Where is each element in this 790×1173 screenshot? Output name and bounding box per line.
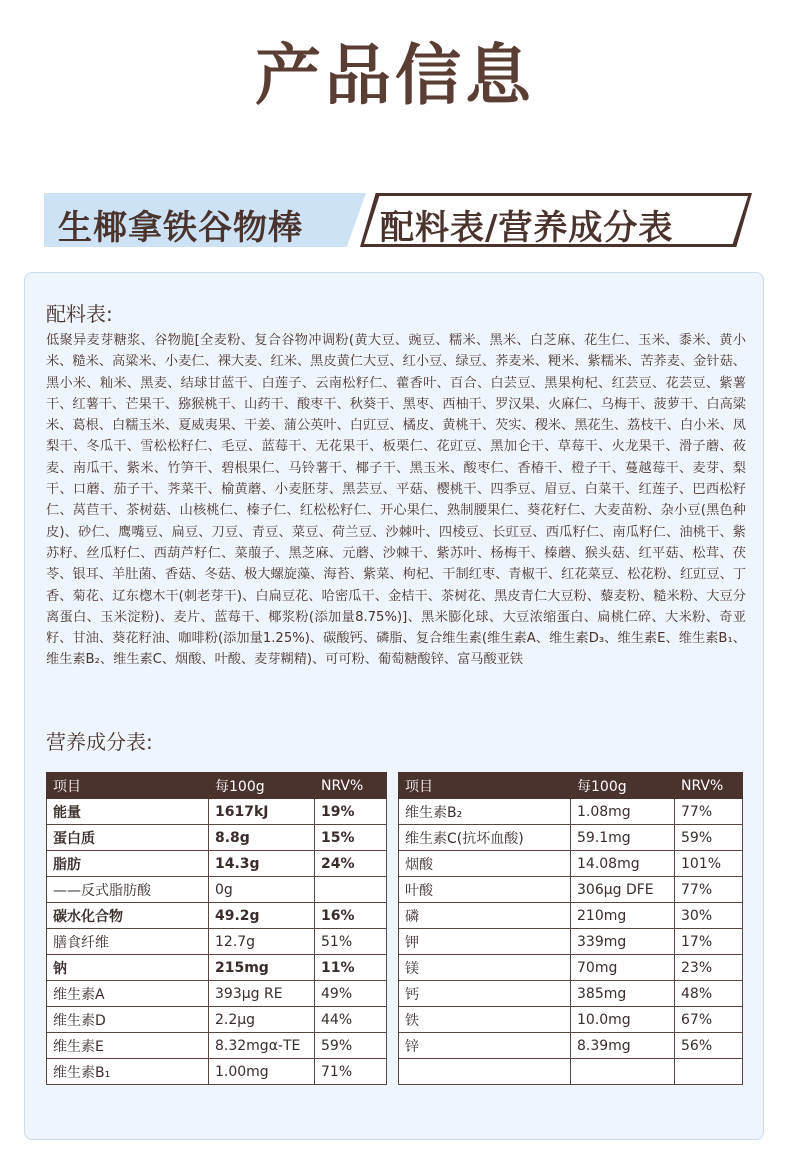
header-nrv: NRV%: [675, 773, 743, 799]
nutrition-label: 营养成分表:: [46, 730, 153, 754]
cell-value: 14.08mg: [571, 851, 675, 877]
cell-value: 210mg: [571, 903, 675, 929]
cell-item: 锌: [399, 1033, 571, 1059]
ingredients-text: 低聚异麦芽糖浆、谷物脆[全麦粉、复合谷物冲调粉(黄大豆、豌豆、糯米、黑米、白芝麻、花生仁、玉米、黍米、黄小米、糙米、高粱米、小麦仁、裸大麦、红米、黑皮黄仁大豆、红小豆、绿豆、荞麦米、粳米、紫糯米、苦荞麦、金针菇、黑小米、籼米、黑麦、结球甘蓝干、白莲子、云南松籽仁、藿香叶、百合、白芸豆、黑果枸杞、红芸豆、花芸豆、紫薯干、红薯干、芒果干、猕猴桃干、山药干、酸枣干、秋葵干、黑枣、西柚干、罗汉果、火麻仁、乌梅干、菠萝干、白高粱米、葛根、白糯玉米、夏威夷果、干姜、蒲公英叶、白豇豆、橘皮、黄桃干、芡实、稷米、黑花生、荔枝干、白小米、凤梨干、冬瓜干、雪松松籽仁、毛豆、蓝莓干、无花果干、板栗仁、花豇豆、黑加仑干、草莓干、火龙果干、滑子蘑、莜麦、南瓜干、紫米、竹笋干、碧根果仁、马铃薯干、椰子干、黑玉米、酸枣仁、香椿干、橙子干、蔓越莓干、麦芽、梨干、口蘑、茄子干、荠菜干、榆黄蘑、小麦胚芽、黑芸豆、平菇、樱桃干、四季豆、眉豆、白菜干、红莲子、巴西松籽仁、莴苣干、茶树菇、山核桃仁、榛子仁、红松松籽仁、开心果仁、熟制腰果仁、葵花籽仁、大麦苗粉、杂小豆(黑色种皮)、砂仁、鹰嘴豆、扁豆、刀豆、青豆、菜豆、荷兰豆、沙棘叶、四棱豆、长豇豆、西瓜籽仁、南瓜籽仁、油桃干、紫苏籽、丝瓜籽仁、西葫芦籽仁、菜菔子、黑芝麻、元蘑、沙棘干、紫苏叶、杨梅干、榛蘑、猴头菇、红平菇、松茸、茯苓、银耳、羊肚菌、香菇、冬菇、极大螺旋藻、海苔、紫菜、枸杞、干制红枣、青椒干、红花菜豆、松花粉、红豇豆、丁香、菊花、辽东楤木干(刺老芽干)、白扁豆花、哈密瓜干、金桔干、茶树花、黑皮青仁大豆粉、藜麦粉、糙米粉、大豆分离蛋白、玉米淀粉)、麦片、蓝莓干、椰浆粉(添加量8.75%)]、黑米膨化球、大豆浓缩蛋白、扁桃仁碎、大米粉、奇亚籽、甘油、葵花籽油、咖啡粉(添加量1.25%)、碳酸钙、磷脂、复合维生素(维生素A、维生素D₃、维生素E、维生素B₁、维生素B₂、维生素C、烟酸、叶酸、麦芽糊精)、可可粉、葡萄糖酸锌、富马酸亚铁: [46, 333, 746, 668]
section-title: 配料表/营养成分表: [380, 208, 674, 248]
cell-value: 10.0mg: [571, 1007, 675, 1033]
cell-nrv: 77%: [675, 799, 743, 825]
table-row: [47, 981, 387, 1007]
cell-value: 8.32mgα-TE: [209, 1033, 315, 1059]
cell-item: 维生素B₁: [47, 1059, 209, 1085]
cell-nrv: 51%: [315, 929, 387, 955]
cell-nrv: 59%: [675, 825, 743, 851]
cell-nrv: 15%: [315, 825, 387, 851]
cell-item: 镁: [399, 955, 571, 981]
table-header-row: [47, 773, 387, 799]
empty-cell: [399, 1059, 571, 1085]
table-row: [399, 799, 743, 825]
cell-item: 维生素D: [47, 1007, 209, 1033]
header-nrv: NRV%: [315, 773, 387, 799]
cell-nrv: 16%: [315, 903, 387, 929]
cell-nrv: [315, 877, 387, 903]
cell-nrv: 67%: [675, 1007, 743, 1033]
nutrition-table-left: [46, 772, 387, 1085]
cell-nrv: 56%: [675, 1033, 743, 1059]
cell-item: 钾: [399, 929, 571, 955]
product-name: 生椰拿铁谷物棒: [58, 208, 303, 248]
table-row: [47, 851, 387, 877]
cell-item: 钙: [399, 981, 571, 1007]
cell-nrv: 11%: [315, 955, 387, 981]
cell-item: 叶酸: [399, 877, 571, 903]
table-row: [399, 877, 743, 903]
section-banner: [44, 193, 754, 247]
cell-nrv: 49%: [315, 981, 387, 1007]
table-row: [47, 877, 387, 903]
table-row: [47, 825, 387, 851]
cell-value: 8.8g: [209, 825, 315, 851]
cell-item: 脂肪: [47, 851, 209, 877]
cell-nrv: 71%: [315, 1059, 387, 1085]
nutrition-table-right: [398, 772, 743, 1085]
table-row: [399, 825, 743, 851]
header-per100g: 每100g: [571, 773, 675, 799]
cell-value: 393μg RE: [209, 981, 315, 1007]
table-row: [399, 1007, 743, 1033]
cell-item: 烟酸: [399, 851, 571, 877]
cell-item: 能量: [47, 799, 209, 825]
cell-item: 磷: [399, 903, 571, 929]
empty-row: [399, 1059, 743, 1085]
cell-value: 2.2μg: [209, 1007, 315, 1033]
cell-item: 维生素B₂: [399, 799, 571, 825]
page-title: 产品信息: [255, 37, 535, 114]
cell-nrv: 19%: [315, 799, 387, 825]
table-row: [47, 1033, 387, 1059]
cell-item: 碳水化合物: [47, 903, 209, 929]
table-row: [399, 981, 743, 1007]
table-row: [47, 929, 387, 955]
table-row: [47, 799, 387, 825]
table-row: [399, 955, 743, 981]
cell-nrv: 59%: [315, 1033, 387, 1059]
empty-cell: [571, 1059, 675, 1085]
cell-nrv: 17%: [675, 929, 743, 955]
cell-value: 306μg DFE: [571, 877, 675, 903]
cell-value: 8.39mg: [571, 1033, 675, 1059]
cell-value: 70mg: [571, 955, 675, 981]
table-row: [47, 1007, 387, 1033]
table-row: [47, 955, 387, 981]
cell-value: 1.00mg: [209, 1059, 315, 1085]
table-row: [399, 1033, 743, 1059]
cell-value: 59.1mg: [571, 825, 675, 851]
cell-item: 铁: [399, 1007, 571, 1033]
cell-item: 维生素A: [47, 981, 209, 1007]
empty-cell: [675, 1059, 743, 1085]
table-row: [399, 903, 743, 929]
cell-nrv: 30%: [675, 903, 743, 929]
cell-value: 215mg: [209, 955, 315, 981]
cell-value: 12.7g: [209, 929, 315, 955]
cell-item: 蛋白质: [47, 825, 209, 851]
cell-nrv: 48%: [675, 981, 743, 1007]
cell-item: 维生素E: [47, 1033, 209, 1059]
cell-value: 385mg: [571, 981, 675, 1007]
cell-value: 339mg: [571, 929, 675, 955]
table-row: [47, 903, 387, 929]
header-per100g: 每100g: [209, 773, 315, 799]
cell-nrv: 44%: [315, 1007, 387, 1033]
table-row: [399, 929, 743, 955]
cell-value: 1617kJ: [209, 799, 315, 825]
cell-value: 14.3g: [209, 851, 315, 877]
table-row: [47, 1059, 387, 1085]
table-header-row: [399, 773, 743, 799]
table-row: [399, 851, 743, 877]
cell-nrv: 24%: [315, 851, 387, 877]
cell-nrv: 23%: [675, 955, 743, 981]
cell-nrv: 77%: [675, 877, 743, 903]
cell-item: 钠: [47, 955, 209, 981]
header-item: 项目: [47, 773, 209, 799]
header-item: 项目: [399, 773, 571, 799]
ingredients-label: 配料表:: [46, 302, 113, 326]
cell-nrv: 101%: [675, 851, 743, 877]
cell-item: 维生素C(抗坏血酸): [399, 825, 571, 851]
cell-item: 膳食纤维: [47, 929, 209, 955]
cell-value: 1.08mg: [571, 799, 675, 825]
cell-item: ——反式脂肪酸: [47, 877, 209, 903]
cell-value: 0g: [209, 877, 315, 903]
cell-value: 49.2g: [209, 903, 315, 929]
